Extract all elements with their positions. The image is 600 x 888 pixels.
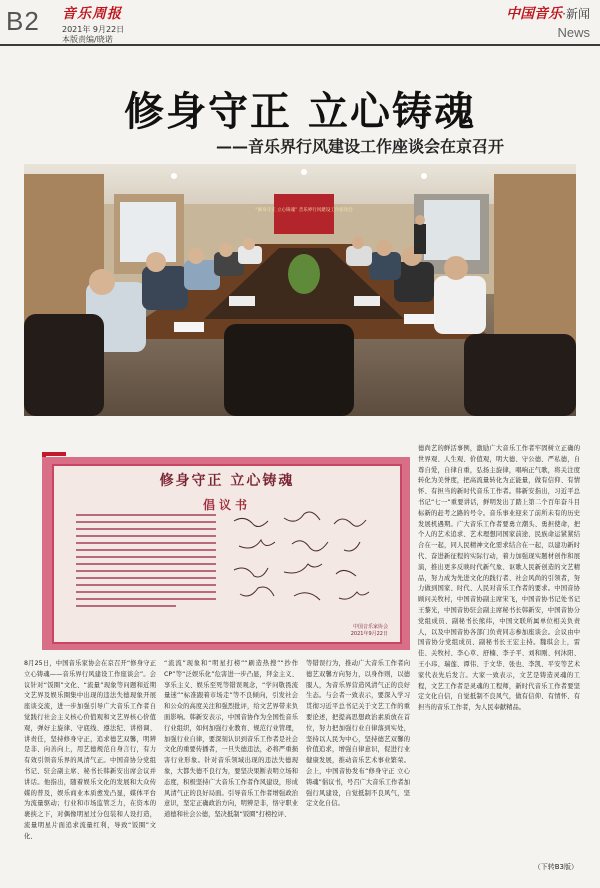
subheadline: ——音乐界行风建设工作座谈会在京召开 — [215, 137, 504, 156]
section-brand-name: 中国音乐 — [506, 6, 563, 22]
projection-screen — [274, 194, 334, 234]
poster-org: 中国音乐家协会 — [352, 624, 388, 630]
poster-text-and-signatures — [54, 466, 400, 642]
newspaper-name: 音乐周报 — [62, 6, 122, 22]
header-rule — [0, 44, 600, 46]
article-column-1: 8月25日，中国音乐家协会在京召开“修身守正 立心铸魂——音乐界行风建设工作座谈会”。会议针对“饭圈”文化、“流量”现象等问题和近期文艺界及娱乐圈集中出现的违法失德现象开展座谈交流，进一步加强引导广大音乐工作者自觉践行社会主义核心价值观和文艺界核心价值观，弹好主旋律、守底线、遵法纪、讲格调、讲责任，坚持修身守正，追求德艺双馨，明辨是非、向善向上，用艺德规范自身言行，有力有效引领音乐界的风清气正。中国音协分党组书记、驻会副主席、秘书长韩新安出席会议并讲话。他指出，随着娱乐文化的发展和大众传媒的普及，娱乐商业本质愈发凸显，媒体平台为流量驱动；行业和市场监管乏力，在资本的裹挟之下，对偶像明星过分包装和人设打造，流量明星片面追求流量红利，导致“饭圈”文化、 — [24, 660, 156, 840]
section-english: News — [557, 25, 590, 40]
poster-subtitle: 倡议书 — [202, 498, 251, 512]
issue-date-line — [62, 25, 124, 45]
page-editor: 本版责编/晓诺 — [62, 35, 113, 44]
page-header — [0, 0, 600, 44]
poster-signature-block — [351, 624, 388, 638]
issue-date: 2021年 9月22日 — [62, 25, 125, 34]
screen-text: “修身守正 立心铸魂” 音乐界行风建设工作座谈会 — [255, 208, 353, 213]
article-column-right: 德尚艺的鲜活事例，激励广大音乐工作者牢固树立正确的世界观、人生观、价值观，明大德、守公德、严私德，自尊自爱，自律自重，弘扬主旋律，唱响正气歌，将关注度转化为美誉度，把高流量转化为正能量，做有信仰、有情怀、有担当的新时代音乐工作者。韩新安指出，习近平总书记“七一”重要讲话，鲜明发出了踏上第二个百年奋斗目标新的赶考之路的号令。音乐事业迎来了前所未有的历史发展机遇期。广大音乐工作者要勇立潮头、勇担使命，把个人的艺术追求、艺术理想同国家前途、民族命运紧紧结合在一起，同人民精神文化需求结合在一起，以建功新时代、奋进新征程的实际行动，着力加强现实题材创作和展演，推出更多反映时代新气象、讴歌人民新创造的文艺精品，努力成为先进文化的践行者、社会风尚的引领者，努力做到国家、时代、人民对音乐工作者的要求。中国音协顾问关牧村，中国音协副主席宋飞，中国音协书记处书记王黎光，中国音协驻会副主席秘书长韩新安，中国音协分党组成员、副秘书长熊纬，中国文联所属单位相关负责人，以及中国音协各部门负责同志参加座谈会。会议由中国音协分党组成员、副秘书长王宏主持。魏琪会上，雷佳、关牧村、李心草、舒楠、李子平、刘和刚、何沐阳、王小玮、瑞莲、谭伟、于文华、张也、李凯、平安等艺术家代表先后发言。大家一致表示，文艺是铸造灵魂的工程，文艺工作者是灵魂的工程师，新时代音乐工作者要坚定文化自信，自觉抵制不良风气，做有信仰、有情怀、有担当的音乐工作者，为人民奉献精品。 — [418, 445, 580, 712]
meeting-photo — [24, 164, 576, 416]
meeting-room-illustration — [24, 164, 576, 416]
article-column-2: “流流”现象和“明星打榜”“刷造热搜”“抄作CP”等“泛娱乐化”危害进一步凸显，拜金主义、享乐主义、娱乐至死等错误观念，“学问敬畏流量迷”“标准跟着市场走”等不良倾向，引发社会和公众的高度关注和强烈批评，给文艺界带来负面影响。韩新安表示，中国音协作为全国性音乐行业组织，如何加强行业教育、规范行业管理，加强行业自律，要深刻认识到音乐工作者是社会文化的重要传播者，一旦失德违法，必将严重损害行业形象。针对音乐领域出现的违法失德现象，大都失德不良行为，要坚决果断表明立场和态度，积极坚持广大音乐工作者作风建设，形成风清气正的良好局面。引导音乐工作者增强政治意识，坚定正确政治方向，明辨是非，恪守职业道德和社会公德，坚决抵制“饭圈”打榜控评、 — [164, 660, 298, 819]
section-name: ·新闻 — [562, 7, 590, 21]
poster-date: 2021年9月22日 — [350, 631, 388, 637]
poster-board — [52, 464, 402, 644]
article-column-3: 等错误行为，推动广大音乐工作者向德艺双馨方向努力，以身作则，以德服人，为音乐界营造风清气正的良好生态。与会者一致表示，要深入学习贯彻习近平总书记关于文艺工作的重要论述，把提高思想政治素质放在首位，努力把加强行业自律落到实处，坚持以人民为中心，坚持德艺双馨的价值追求，增强自律意识，促进行业健康发展，推动音乐艺术事业繁荣。会上，中国音协发布“修身守正 立心铸魂”倡议书，号召广大音乐工作者加强行风建设，自觉抵制不良风气，坚定文化自信。 — [306, 660, 410, 808]
initiative-poster — [42, 457, 410, 650]
continued-note: （下转B3版） — [533, 863, 578, 871]
section-brand — [506, 3, 590, 23]
page-number: B2 — [6, 6, 40, 36]
headline: 修身守正 立心铸魂 — [124, 89, 476, 135]
section-label — [506, 3, 590, 40]
poster-title: 修身守正 立心铸魂 — [159, 473, 295, 489]
